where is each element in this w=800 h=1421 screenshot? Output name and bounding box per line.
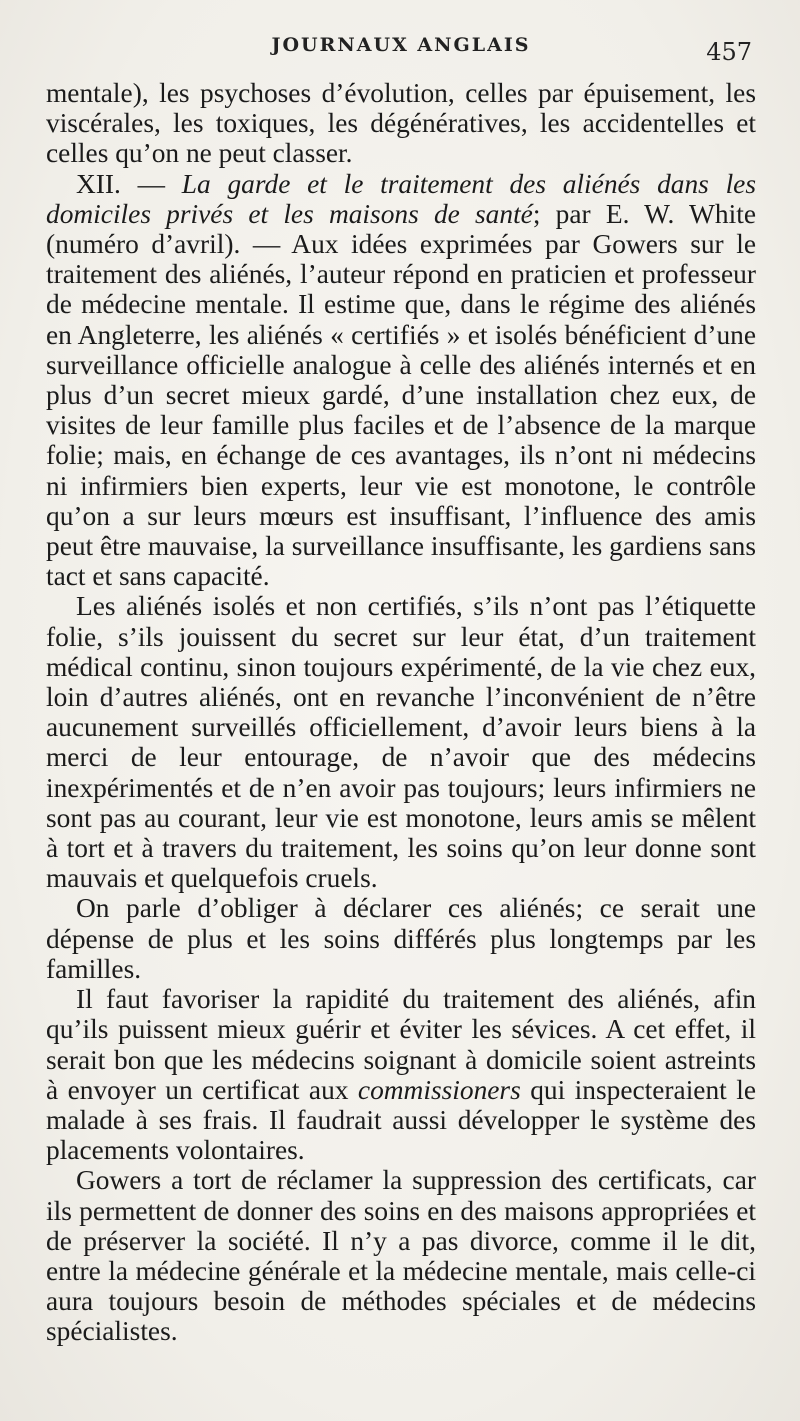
body-text [46, 78, 756, 1347]
paragraph-continuation: mentale), les psychoses d’évolution, celles par épuisement, les viscérales, les toxiques, les dégénératives, les accidentelles et celles qu’on ne peut classer. [46, 78, 756, 169]
paragraph-text: Il faut favoriser la rapidité du traitement des aliénés, afin qu’ils puissent mieux guérir et éviter les sévices. A cet effet, il serait bon que les médecins soignant à domicile soient astreints à envoyer un certificat aux [46, 984, 756, 1105]
paragraph-gowers: Gowers a tort de réclamer la suppression des certificats, car ils permettent de donner des soins en des maisons appropriées et de préserver la société. Il n’y a pas divorce, comme il le dit, entre la médecine générale et la médecine mentale, mais celle-ci aura toujours besoin de méthodes spéciales et de médecins spécialistes. [46, 1165, 756, 1347]
paragraph-section-xii [46, 169, 756, 592]
paragraph-declaration: On parle d’obliger à déclarer ces aliénés; ce serait une dépense de plus et les soins différés plus longtemps par les familles. [46, 893, 756, 984]
page-number: 457 [706, 38, 752, 66]
page-header [46, 34, 756, 70]
paragraph-text: ; par E. W. White (numéro d’avril). — Aux idées exprimées par Gowers sur le traitement des aliénés, l’auteur répond en praticien et professeur de médecine mentale. Il estime que, dans le régime des aliénés en Angleterre, les aliénés « certifiés » et isolés bénéficient d’une surveillance officielle analogue à celle des aliénés internés et en plus d’un secret mieux gardé, d’une installation chez eux, de visites de leur famille plus faciles et de l’absence de la marque folie; mais, en échange de ces avantages, ils n’ont ni médecins ni infirmiers bien experts, leur vie est monotone, le contrôle qu’on a sur leurs mœurs est insuffisant, l’influence des amis peut être mauvaise, la surveillance insuffisante, les gardiens sans tact et sans capacité. [46, 198, 756, 592]
article-title: La garde et le traitement des aliénés dans les domiciles privés et les maisons de santé [46, 168, 757, 229]
paragraph-text: qui inspecteraient le malade à ses frais. Il faudrait aussi développer le système des placements volontaires. [46, 1074, 756, 1166]
running-title: JOURNAUX ANGLAIS [271, 34, 531, 56]
paragraph-uncertified: Les aliénés isolés et non certifiés, s’ils n’ont pas l’étiquette folie, s’ils jouissent du secret sur leur état, d’un traitement médical continu, sinon toujours expérimenté, de la vie chez eux, loin d’autres aliénés, ont en revanche l’inconvénient de n’être aucunement surveillés officiellement, d’avoir leurs biens à la merci de leur entourage, de n’avoir que des médecins inexpérimentés et de n’en avoir pas toujours; leurs infirmiers ne sont pas au courant, leur vie est monotone, leurs amis se mêlent à tort et à travers du traitement, les soins qu’on leur donne sont mauvais et quelquefois cruels. [46, 591, 756, 894]
paragraph-treatment-speed [46, 984, 756, 1165]
italic-term: commissioners [357, 1074, 521, 1105]
section-number: XII. — [76, 168, 182, 199]
